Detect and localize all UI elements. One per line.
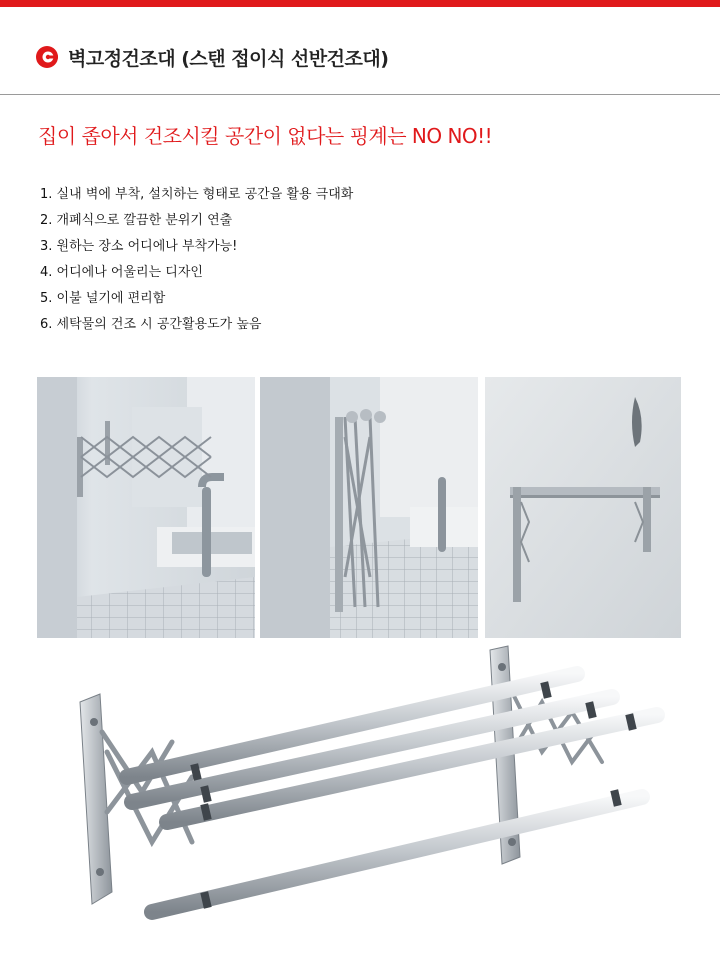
header-divider xyxy=(0,94,720,95)
feature-item: 5. 이불 널기에 편리함 xyxy=(40,291,166,306)
red-circle-logo-icon xyxy=(36,46,58,68)
feature-item: 1. 실내 벽에 부착, 설치하는 형태로 공간을 활용 극대화 xyxy=(40,187,354,202)
feature-list xyxy=(40,182,353,338)
page-title: 벽고정건조대 (스탠 접이식 선반건조대) xyxy=(68,47,389,70)
headline: 집이 좁아서 건조시킬 공간이 없다는 핑계는 NO NO!! xyxy=(38,124,493,148)
product-image-rack xyxy=(72,642,672,952)
feature-item: 4. 어디에나 어울리는 디자인 xyxy=(40,265,203,280)
feature-item: 3. 원하는 장소 어디에나 부착가능! xyxy=(40,239,238,254)
feature-item: 6. 세탁물의 건조 시 공간활용도가 높음 xyxy=(40,317,262,332)
photo-rack-shelf xyxy=(485,377,681,638)
page-header xyxy=(36,42,388,72)
feature-item: 2. 개폐식으로 깔끔한 분위기 연출 xyxy=(40,213,233,228)
photo-rack-folded xyxy=(260,377,478,638)
top-accent-bar xyxy=(0,0,720,7)
photo-rack-extended xyxy=(37,377,255,638)
